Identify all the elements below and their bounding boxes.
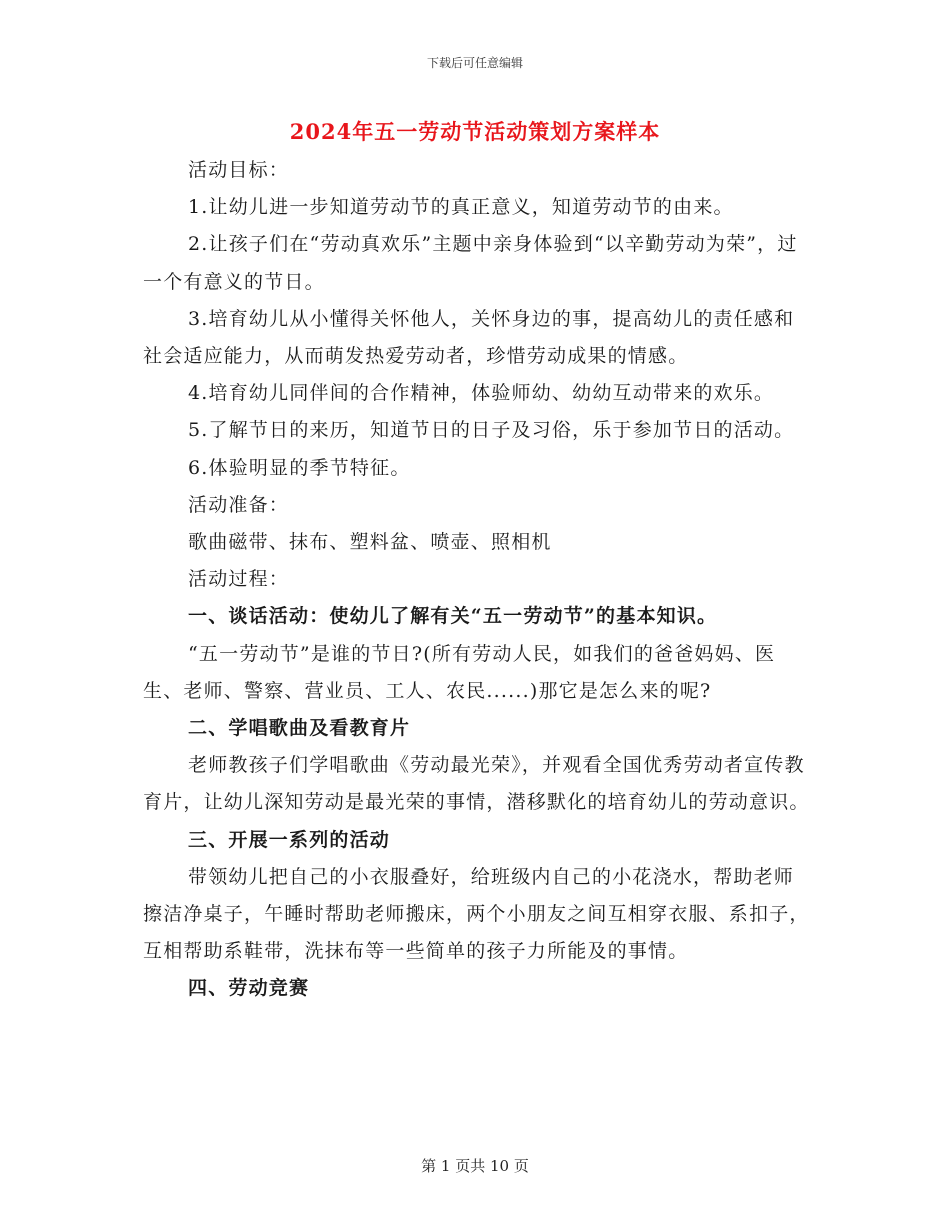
goal-item-1: 1.让幼儿进一步知道劳动节的真正意义，知道劳动节的由来。 (188, 196, 734, 219)
step-text-3: 带领幼儿把自己的小衣服叠好，给班级内自己的小花浇水，帮助老师擦洁净桌子，午睡时帮助老师搬床，两个小朋友之间互相穿衣服、系扣子，互相帮助系鞋带，洗抹布等一些简单的孩子力所能及的事情。 (143, 865, 810, 963)
step-heading-2: 二、学唱歌曲及看教育片 (188, 717, 411, 740)
step-text-2: 老师教孩子们学唱歌曲《劳动最光荣》，并观看全国优秀劳动者宣传教育片，让幼儿深知劳动是最光荣的事情，潜移默化的培育幼儿的劳动意识。 (143, 754, 810, 814)
goal-item-4: 4.培育幼儿同伴间的合作精神，体验师幼、幼幼互动带来的欢乐。 (188, 382, 775, 405)
goal-item-5: 5.了解节日的来历，知道节日的日子及习俗，乐于参加节日的活动。 (188, 419, 795, 442)
step-heading-4: 四、劳动竞赛 (188, 977, 310, 1000)
document-title: 2024年五一劳动节活动策划方案样本 (289, 119, 661, 144)
section-label-goals: 活动目标： (188, 159, 290, 181)
goal-item-3: 3.培育幼儿从小懂得关怀他人，关怀身边的事，提高幼儿的责任感和社会适应能力，从而萌发热爱劳动者，珍惜劳动成果的情感。 (143, 307, 795, 368)
step-heading-1: 一、谈话活动：使幼儿了解有关“五一劳动节”的基本知识。 (188, 605, 718, 628)
goal-item-6: 6.体验明显的季节特征。 (188, 456, 411, 479)
section-label-process: 活动过程： (188, 568, 290, 591)
step-heading-3: 三、开展一系列的活动 (188, 828, 391, 851)
step-text-1: “五一劳动节”是谁的节日?(所有劳动人民，如我们的爸爸妈妈、医生、老师、警察、营业员、工人、农民......)那它是怎么来的呢? (143, 642, 776, 702)
section-label-preparation: 活动准备： (188, 493, 290, 516)
page-footer: 第 1 页共 10 页 (421, 1157, 529, 1175)
header-note: 下载后可任意编辑 (426, 56, 523, 70)
preparation-list: 歌曲磁带、抹布、塑料盆、喷壶、照相机 (188, 531, 552, 554)
goal-item-2: 2.让孩子们在“劳动真欢乐”主题中亲身体验到“以辛勤劳动为荣”，过一个有意义的节日。 (143, 233, 798, 293)
document-body (143, 152, 811, 1008)
